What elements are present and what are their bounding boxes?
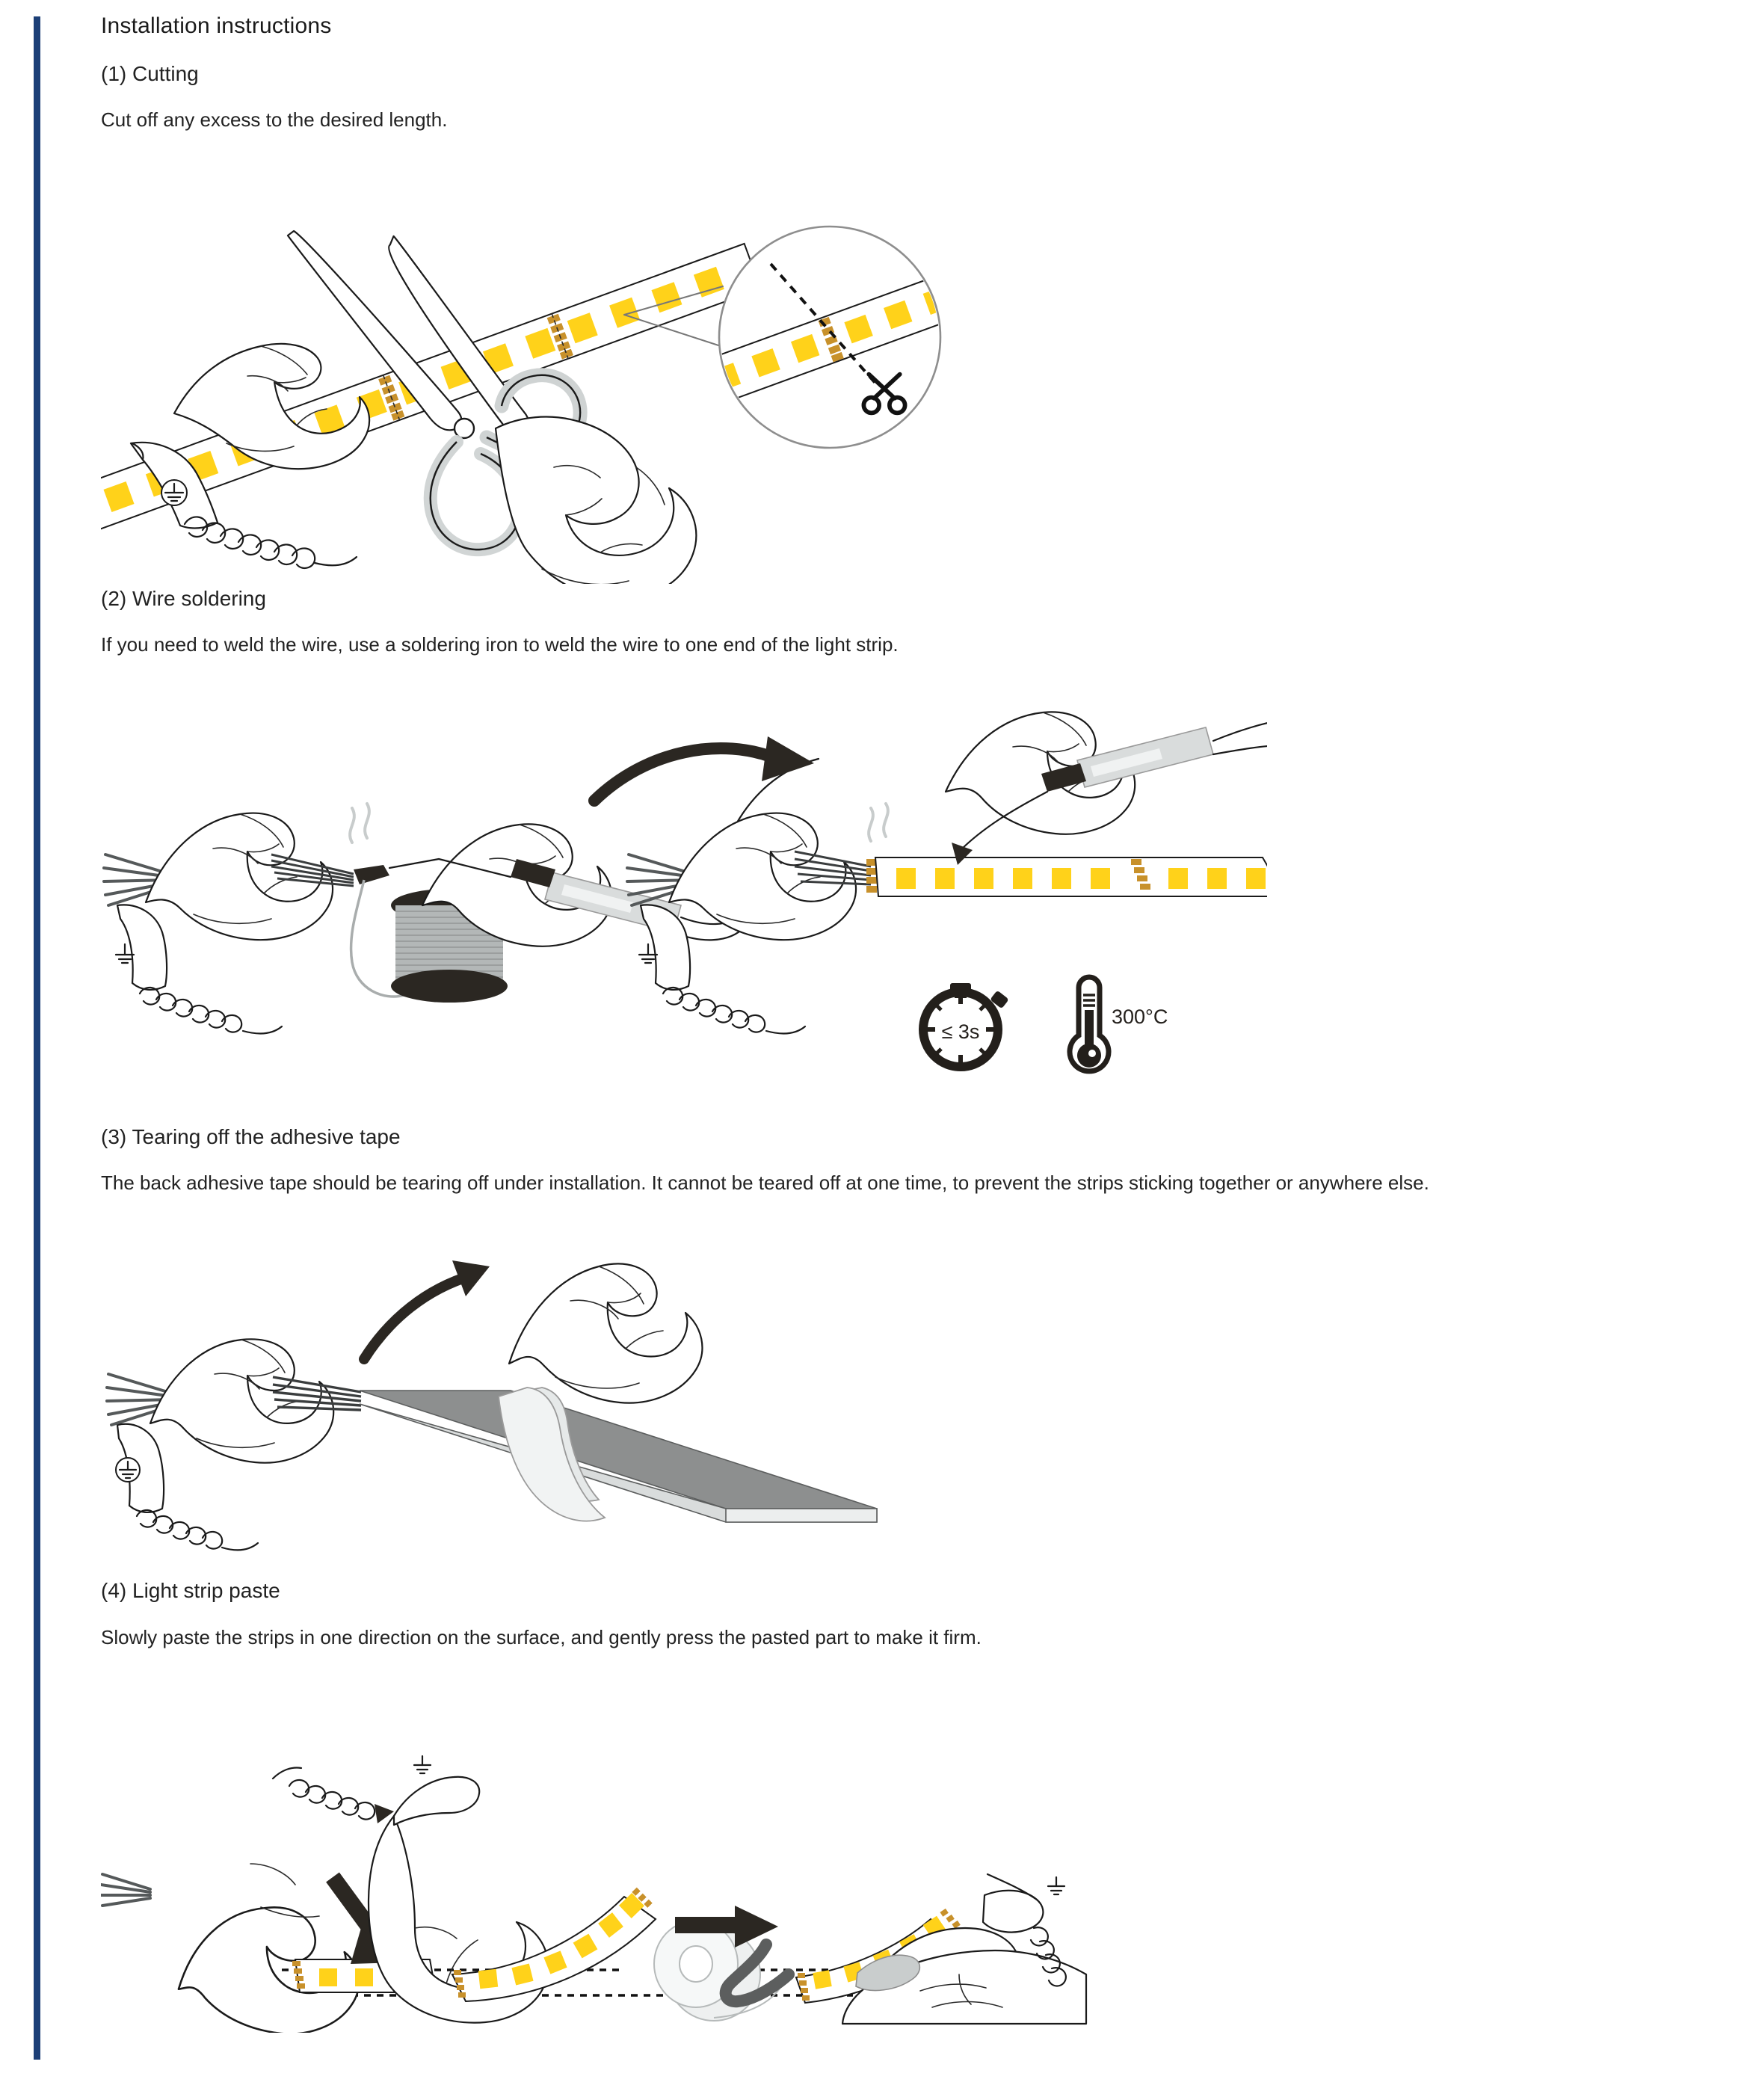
coil-cord bbox=[273, 1767, 375, 1819]
temperature-badge bbox=[1070, 977, 1168, 1071]
hand-holding-soldering-iron bbox=[946, 712, 1267, 865]
step-3-body: The back adhesive tape should be tearing off under installation. It cannot be teared off at one time, to prevent the strips sticking together or anywhere else. bbox=[101, 1171, 1429, 1195]
temperature-label: 300°C bbox=[1112, 1006, 1168, 1029]
wire-bundle bbox=[101, 1874, 150, 1906]
ground-symbol bbox=[1048, 1877, 1064, 1894]
step-tearing-adhesive bbox=[101, 1124, 1716, 1582]
led-strip-rising bbox=[452, 1887, 656, 2001]
right-hand-with-scissors bbox=[496, 416, 696, 583]
coil-cord bbox=[137, 1510, 258, 1550]
left-accent-rule bbox=[34, 16, 40, 2060]
soldering-right-scene bbox=[627, 712, 1267, 1071]
step-4-title: (4) Light strip paste bbox=[101, 1579, 280, 1603]
step-light-strip-paste bbox=[101, 1577, 1716, 2032]
thermometer-icon bbox=[1070, 977, 1109, 1071]
ground-symbol bbox=[414, 1756, 431, 1773]
document-content bbox=[101, 0, 1716, 2033]
curved-arrow bbox=[594, 736, 814, 801]
tearing-adhesive-tape-figure bbox=[101, 1231, 1716, 1582]
heat-wisps bbox=[350, 804, 369, 843]
coil-cord bbox=[663, 988, 805, 1033]
led-strip-back bbox=[360, 1391, 877, 1522]
badge-row bbox=[923, 977, 1168, 1071]
step-2-title: (2) Wire soldering bbox=[101, 586, 266, 610]
step-1-title: (1) Cutting bbox=[101, 61, 199, 85]
coil-cord bbox=[140, 988, 282, 1033]
led-strip-pasted bbox=[624, 1974, 733, 1995]
led-strip bbox=[875, 857, 1267, 896]
stopwatch-label: ≤ 3s bbox=[941, 1020, 980, 1044]
step-3-title: (3) Tearing off the adhesive tape bbox=[101, 1125, 401, 1149]
heat-wisps bbox=[869, 804, 888, 841]
page-title: Installation instructions bbox=[101, 13, 332, 38]
right-hand-peeling-liner bbox=[509, 1264, 702, 1403]
ground-symbol bbox=[161, 480, 187, 505]
step-4-body: Slowly paste the strips in one direction on the surface, and gently press the pasted part to make it firm. bbox=[101, 1625, 982, 1648]
light-strip-paste-figure bbox=[101, 1681, 1716, 2033]
step-wire-soldering bbox=[101, 585, 1716, 1130]
up-arrow bbox=[364, 1260, 490, 1359]
step-cutting bbox=[101, 61, 1716, 584]
cutting-figure bbox=[101, 150, 1716, 584]
stopwatch-badge bbox=[923, 983, 1009, 1067]
right-hand-guiding bbox=[842, 1874, 1086, 2024]
ground-symbol bbox=[116, 1458, 140, 1482]
step-1-body: Cut off any excess to the desired length. bbox=[101, 108, 448, 131]
wire-soldering-figure bbox=[101, 681, 1716, 1130]
step-2-body: If you need to weld the wire, use a soldering iron to weld the wire to one end of the light strip. bbox=[101, 633, 899, 656]
